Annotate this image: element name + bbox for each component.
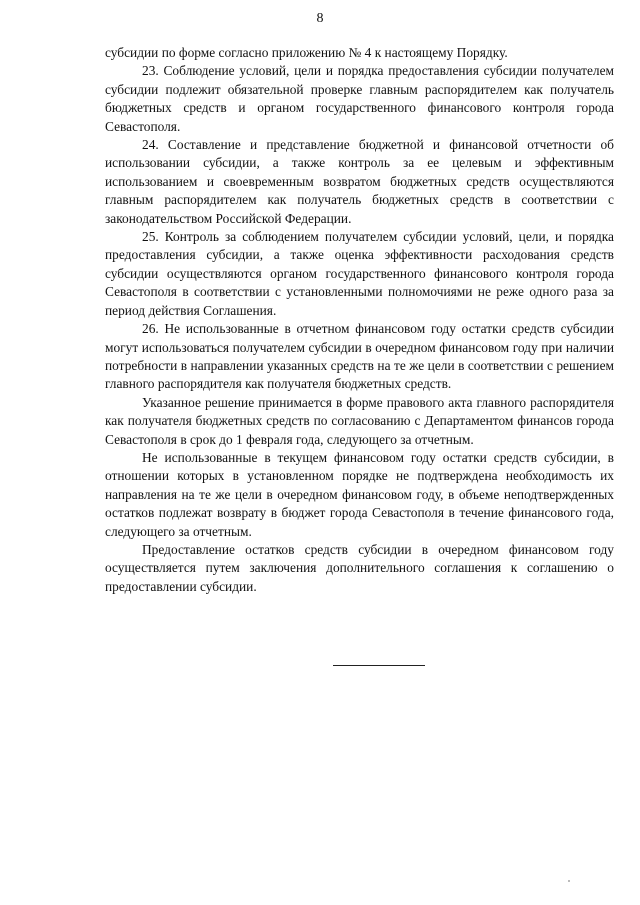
paragraph-decision-form: Указанное решение принимается в форме правового акта главного распорядителя как получателя бюджетных средств по согласованию с Департаментом финансов города Севастополя в срок до 1 февраля года, следующего за отчетным. — [105, 394, 614, 447]
paragraph-balances-provision: Предоставление остатков средств субсидии в очередном финансовом году осуществляется путем заключения дополнительного соглашения к соглашению о предоставлении субсидии. — [105, 541, 614, 594]
paragraph-23: 23. Соблюдение условий, цели и порядка предоставления субсидии получателем субсидии подлежит обязательной проверке главным распорядителем как получатель бюджетных средств и органом государственного финансового контроля города Севастополя. — [105, 63, 614, 134]
document-body — [105, 44, 614, 596]
end-of-document-rule — [333, 665, 425, 666]
scan-speck — [568, 880, 570, 882]
paragraph-continuation: субсидии по форме согласно приложению № 4 к настоящему Порядку. — [105, 45, 508, 60]
paragraph-26: 26. Не использованные в отчетном финансовом году остатки средств субсидии могут использоваться получателем субсидии в очередном финансовом году при наличии потребности в направлении указанных средств на те же цели в соответствии с решением главного распорядителя как получателя бюджетных средств. — [105, 321, 614, 392]
paragraph-unused-balances-return: Не использованные в текущем финансовом году остатки средств субсидии, в отношении которых в установленном порядке не подтверждена необходимость их направления на те же цели в очередном финансовом году, в объеме неподтвержденных остатков подлежат возврату в бюджет города Севастополя в течение финансового года, следующего за отчетным. — [105, 449, 614, 539]
paragraph-24: 24. Составление и представление бюджетной и финансовой отчетности об использовании субсидии, а также контроль за ее целевым и эффективным использованием и своевременным возвратом бюджетных средств осуществляются главным распорядителем как получатель бюджетных средств в соответствии с законодательством Российской Федерации. — [105, 137, 614, 226]
paragraph-25: 25. Контроль за соблюдением получателем субсидии условий, цели, и порядка предоставления субсидии, а также оценка эффективности расходования средств субсидии осуществляются органом государственного финансового контроля города Севастополя в соответствии с установленными полномочиями не реже одного раза за период действия Соглашения. — [105, 229, 614, 318]
page-number: 8 — [316, 11, 324, 26]
